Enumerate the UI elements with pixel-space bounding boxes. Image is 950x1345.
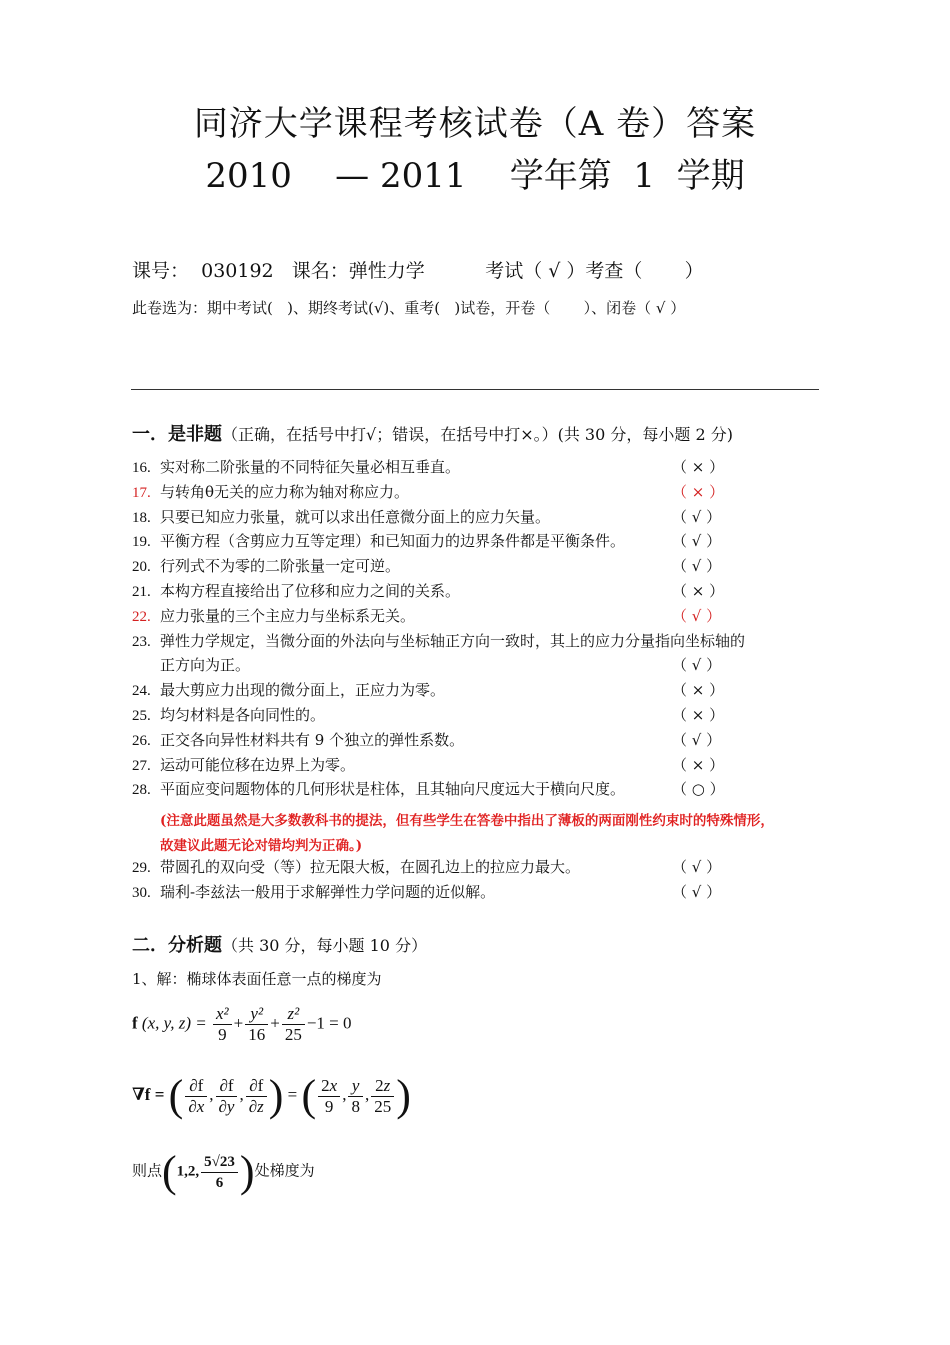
partial-x: $\frac{\partial f}{\partial x}$ [185,1076,207,1117]
course-name: 弹性力学 [348,260,425,282]
exam-scope: 此卷选为：期中考试( )、期终考试(√)、重考( )试卷，开卷（ ）、闭卷（ √ ） [132,299,686,317]
equation-tail: −1 = 0 [306,1013,352,1033]
answer-mark: （ × ） [672,582,725,600]
question-number: 26. [132,732,151,749]
question-item [132,777,822,801]
question-text: 瑞利-李兹法一般用于求解弹性力学问题的近似解。 [160,882,496,901]
question-number: 16. [132,460,151,476]
question-number: 19. [132,534,151,551]
question-item [132,480,822,504]
academic-year: 2010 — 2011 学年第 1 学期 [205,156,745,196]
section1-heading [132,420,733,446]
gradient-equation: ∇f = ( $\frac{\partial f}{\partial x}$ , $\frac{\partial f}{\partial y}$ , $\frac{\partial f}{\partial z}$ ) = ( $\frac{2x}{9}$ , $\frac{y}{8}$ , $\frac{2z}{25}$ ) [132,1071,411,1120]
partial-y: $\frac{\partial f}{\partial y}$ [216,1076,238,1117]
divider [131,389,819,390]
grad-x: $\frac{2x}{9}$ [318,1076,340,1117]
section2-label: 二．分析题 [132,935,222,956]
question-text: 应力张量的三个主应力与坐标系无关。 [160,606,416,625]
question-text: 正方向为正。 [160,656,251,675]
question-item [132,579,822,603]
answer-mark: （ √ ） [672,656,722,675]
question-text: 弹性力学规定，当微分面的外法向与坐标轴正方向一致时，其上的应力分量指向坐标轴的 [160,631,746,650]
section1-label: 一．是非题 [132,424,222,445]
question-text: 正交各向异性材料共有 9 个独立的弹性系数。 [160,730,465,749]
question-item [132,604,822,628]
question-item [132,529,822,553]
point-z-fraction: $\frac{5√23}{6}$ [201,1152,238,1193]
question-text: 运动可能位移在边界上为零。 [160,755,356,774]
question-item [132,455,822,479]
question-text: 本构方程直接给出了位移和应力之间的关系。 [160,582,461,600]
question-text: 均匀材料是各向同性的。 [160,706,326,724]
question-item [132,703,822,727]
question-number: 30. [132,884,151,901]
question-text: 行列式不为零的二阶张量一定可逆。 [160,557,401,576]
grad-y: $\frac{y}{8}$ [348,1076,363,1117]
question-item [132,653,822,677]
point-suffix: 处梯度为 [254,1163,315,1180]
section2-desc: （共 30 分，每小题 10 分） [222,936,428,955]
question-number: 28. [132,782,151,799]
answer-mark: （ × ） [672,681,725,700]
question-item [132,880,822,904]
question-item [132,855,822,879]
question-number: 18. [132,509,151,526]
question-number: 20. [132,559,151,576]
answer-mark: （ × ） [672,458,725,476]
question-text: 与转角θ无关的应力称为轴对称应力。 [160,482,410,501]
question-number: 27. [132,757,151,774]
question-number: 23. [132,633,151,650]
answer-mark: （ √ ） [672,858,722,876]
question-number: 25. [132,708,151,724]
answer-mark: （ √ ） [672,532,722,551]
question-text: 最大剪应力出现的微分面上，正应力为零。 [160,681,446,700]
f-args: (x, y, z) = [141,1013,207,1033]
fraction-z: $\frac{\text{z²}}{25}$ [282,1004,305,1045]
answer-mark: （ × ） [672,706,725,724]
note-line-2: 故建议此题无论对错均判为正确。) [160,838,363,854]
exam-type: 考试（ √ ）考查（ ） [485,260,704,282]
f-symbol: f [132,1013,138,1033]
point-prefix: 则点 [132,1163,163,1180]
answer-mark: （ √ ） [672,882,722,901]
question-number: 24. [132,683,151,700]
question-text: 实对称二阶张量的不同特征矢量必相互垂直。 [160,458,461,476]
gradient-label: ∇f = [132,1084,165,1104]
question-item [132,728,822,752]
question-item [132,753,822,777]
answer-mark: （ × ） [672,755,725,774]
answer-mark: （ √ ） [672,606,722,625]
course-info [132,256,704,283]
answer-mark: （ √ ） [672,730,722,749]
question-number: 29. [132,860,151,876]
course-name-label: 课名： [291,260,349,282]
answer-mark: （ ○ ） [672,780,725,799]
question-item [132,554,822,578]
question-text: 带圆孔的双向受（等）拉无限大板，在圆孔边上的拉应力最大。 [160,858,581,876]
course-code: 030192 [201,260,274,282]
grad-z: $\frac{2z}{25}$ [371,1076,394,1117]
section1-desc: （正确，在括号中打√；错误，在括号中打×。）(共 30 分，每小题 2 分) [222,425,733,444]
question-text: 平面应变问题物体的几何形状是柱体，且其轴向尺度远大于横向尺度。 [160,780,626,799]
question-number: 17. [132,484,151,501]
question-number: 21. [132,584,151,600]
answer-mark: （ × ） [672,482,725,501]
answer-mark: （ √ ） [672,507,722,526]
question-text: 只要已知应力张量，就可以求出任意微分面上的应力矢量。 [160,507,551,526]
answer-mark: （ √ ） [672,557,722,576]
fraction-x: $\frac{\text{x²}}{9}$ [213,1004,232,1045]
question-text: 平衡方程（含剪应力互等定理）和已知面力的边界条件都是平衡条件。 [160,532,626,551]
question-item [132,505,822,529]
section2-heading [132,931,427,957]
question-number: 22. [132,608,151,625]
ellipsoid-equation: f (x, y, z) = $\frac{\text{x²}}{9}$ + $\frac{\text{y²}}{16}$ + $\frac{\text{z²}}{25}$ −1 = 0 [132,1004,352,1044]
course-code-label: 课号： [132,260,190,282]
point-gradient-line: 则点(1,2, $\frac{5√23}{6}$ )处梯度为 [132,1147,315,1196]
note-line-1: (注意此题虽然是大多数教科书的提法，但有些学生在答卷中指出了薄板的两面刚性约束时的特殊情形， [160,813,774,829]
fraction-y: $\frac{\text{y²}}{16}$ [245,1004,268,1045]
question-item [132,629,822,653]
page-title: 同济大学课程考核试卷（A 卷）答案 [193,104,757,144]
partial-z: $\frac{\partial f}{\partial z}$ [246,1076,267,1117]
question-item [132,678,822,702]
q1-intro: 1、解：椭球体表面任意一点的梯度为 [132,970,382,988]
